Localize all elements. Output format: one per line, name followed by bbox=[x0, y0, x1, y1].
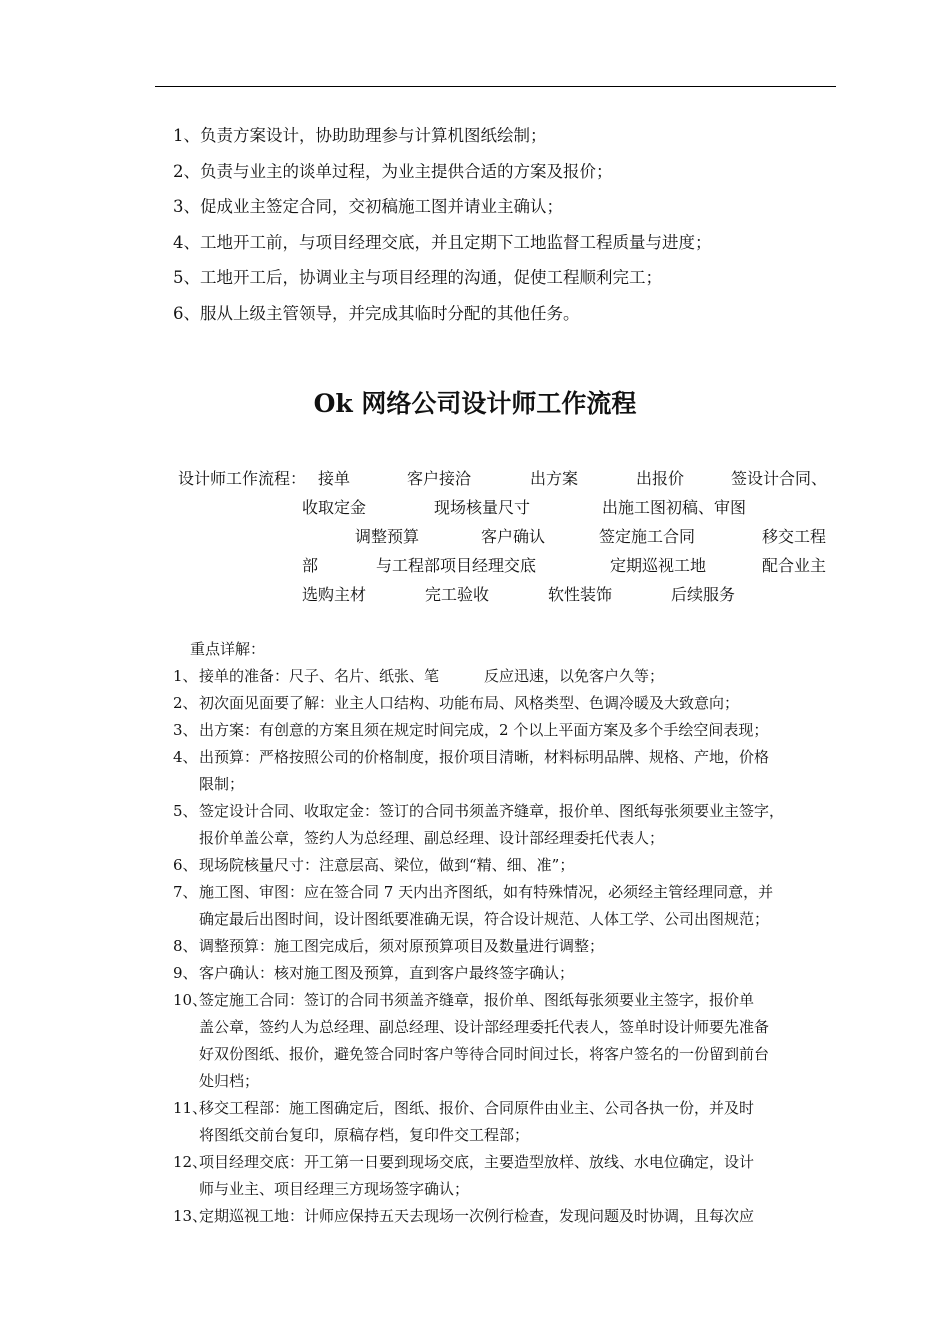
duty-item: 6、服从上级主管领导，并完成其临时分配的其他任务。 bbox=[173, 303, 580, 323]
detail-item bbox=[173, 933, 835, 960]
duties-list bbox=[173, 118, 712, 331]
detail-text: 限制； bbox=[199, 775, 245, 793]
detail-text: 师与业主、项目经理三方现场签字确认； bbox=[199, 1180, 470, 1198]
detail-number: 3、 bbox=[173, 721, 198, 739]
detail-text: 好双份图纸、报价，避免签合同时客户等待合同时间过长，将客户签名的一份留到前台 bbox=[199, 1045, 770, 1063]
details-heading: 重点详解： bbox=[190, 640, 266, 658]
workflow-row bbox=[0, 493, 950, 523]
detail-number: 12、 bbox=[173, 1153, 208, 1171]
workflow-step: 客户接洽 bbox=[407, 469, 472, 488]
detail-text: 初次面见面要了解：业主人口结构、功能布局、风格类型、色调冷暖及大致意向； bbox=[199, 694, 740, 712]
workflow-step: 出报价 bbox=[636, 469, 685, 488]
workflow-row bbox=[0, 580, 950, 610]
workflow-step: 部 bbox=[302, 556, 319, 575]
workflow-row bbox=[0, 551, 950, 581]
detail-number: 6、 bbox=[173, 856, 198, 874]
detail-text: 客户确认：核对施工图及预算，直到客户最终签字确认； bbox=[199, 964, 575, 982]
duty-item: 5、工地开工后，协调业主与项目经理的沟通，促使工程顺利完工； bbox=[173, 268, 662, 287]
workflow-step: 签设计合同、 bbox=[731, 469, 828, 488]
detail-text: 盖公章，签约人为总经理、副总经理、设计部经理委托代表人，签单时设计师要先准备 bbox=[199, 1018, 770, 1036]
detail-text: 定期巡视工地：计师应保持五天去现场一次例行检查，发现问题及时协调，且每次应 bbox=[199, 1207, 755, 1225]
workflow-step: 与工程部项目经理交底 bbox=[376, 556, 537, 575]
workflow-step: 出施工图初稿、审图 bbox=[602, 498, 747, 517]
details-list bbox=[173, 663, 835, 1230]
detail-text: 施工图、审图：应在签合同 7 天内出齐图纸，如有特殊情况，必须经主管经理同意，并 bbox=[199, 883, 774, 901]
workflow-step: 收取定金 bbox=[302, 498, 367, 517]
detail-text: 签定施工合同：签订的合同书须盖齐缝章，报价单、图纸每张须要业主签字，报价单 bbox=[199, 991, 755, 1009]
detail-item bbox=[173, 987, 835, 1095]
detail-number: 13、 bbox=[173, 1207, 208, 1225]
workflow-step: 选购主材 bbox=[302, 585, 367, 604]
workflow-step: 配合业主 bbox=[762, 556, 827, 575]
detail-text: 签定设计合同、收取定金：签订的合同书须盖齐缝章，报价单、图纸每张须要业主签字， bbox=[199, 802, 785, 820]
workflow-step: 调整预算 bbox=[355, 527, 420, 546]
detail-item bbox=[173, 879, 835, 933]
detail-item bbox=[173, 690, 835, 717]
detail-number: 1、 bbox=[173, 667, 198, 685]
detail-number: 4、 bbox=[173, 748, 198, 766]
workflow-step: 移交工程 bbox=[762, 527, 827, 546]
detail-item bbox=[173, 852, 835, 879]
detail-item bbox=[173, 663, 835, 690]
detail-number: 9、 bbox=[173, 964, 198, 982]
detail-number: 11、 bbox=[173, 1099, 208, 1117]
detail-text: 项目经理交底：开工第一日要到现场交底，主要造型放样、放线、水电位确定，设计 bbox=[199, 1153, 755, 1171]
workflow-step: 现场核量尺寸 bbox=[434, 498, 531, 517]
detail-item bbox=[173, 1095, 835, 1149]
detail-text: 移交工程部：施工图确定后，图纸、报价、合同原件由业主、公司各执一份，并及时 bbox=[199, 1099, 755, 1117]
detail-text: 调整预算：施工图完成后，须对原预算项目及数量进行调整； bbox=[199, 937, 605, 955]
detail-text: 出预算：严格按照公司的价格制度，报价项目清晰，材料标明品牌、规格、产地，价格 bbox=[199, 748, 770, 766]
detail-text: 确定最后出图时间，设计图纸要准确无误，符合设计规范、人体工学、公司出图规范； bbox=[199, 910, 770, 928]
detail-item bbox=[173, 1149, 835, 1203]
detail-item bbox=[173, 960, 835, 987]
workflow-step: 接单 bbox=[318, 469, 351, 488]
detail-number: 5、 bbox=[173, 802, 198, 820]
detail-item bbox=[173, 744, 835, 798]
workflow-step: 出方案 bbox=[530, 469, 579, 488]
workflow-step: 定期巡视工地 bbox=[610, 556, 707, 575]
detail-number: 10、 bbox=[173, 991, 208, 1009]
page-title: Ok 网络公司设计师工作流程 bbox=[313, 389, 637, 418]
detail-number: 8、 bbox=[173, 937, 198, 955]
duty-item: 3、促成业主签定合同，交初稿施工图并请业主确认； bbox=[173, 197, 563, 216]
duty-item: 2、负责与业主的谈单过程，为业主提供合适的方案及报价； bbox=[173, 161, 613, 181]
detail-text: 现场院核量尺寸：注意层高、梁位，做到“精、细、准”； bbox=[199, 856, 575, 874]
detail-item bbox=[173, 1203, 835, 1230]
workflow-step: 签定施工合同 bbox=[599, 527, 696, 546]
duty-item: 4、工地开工前，与项目经理交底，并且定期下工地监督工程质量与进度； bbox=[173, 232, 712, 252]
workflow-step: 完工验收 bbox=[425, 585, 490, 604]
duty-item: 1、负责方案设计，协助助理参与计算机图纸绘制； bbox=[173, 126, 547, 145]
detail-number: 2、 bbox=[173, 694, 198, 712]
detail-text: 处归档； bbox=[199, 1072, 260, 1090]
detail-item bbox=[173, 717, 835, 744]
detail-text: 将图纸交前台复印，原稿存档，复印件交工程部； bbox=[199, 1126, 530, 1144]
workflow-row bbox=[0, 464, 950, 494]
header-rule bbox=[155, 86, 836, 87]
detail-number: 7、 bbox=[173, 883, 198, 901]
detail-text: 报价单盖公章，签约人为总经理、副总经理、设计部经理委托代表人； bbox=[199, 829, 665, 847]
workflow-label: 设计师工作流程： bbox=[178, 469, 307, 488]
workflow-step: 后续服务 bbox=[671, 585, 736, 604]
detail-text: 出方案：有创意的方案且须在规定时间完成，2 个以上平面方案及多个手绘空间表现； bbox=[199, 721, 769, 739]
detail-text: 接单的准备：尺子、名片、纸张、笔 反应迅速，以免客户久等； bbox=[199, 667, 665, 685]
detail-item bbox=[173, 798, 835, 852]
workflow-step: 软性装饰 bbox=[548, 585, 613, 604]
workflow-step: 客户确认 bbox=[481, 527, 546, 546]
workflow-row bbox=[0, 522, 950, 552]
